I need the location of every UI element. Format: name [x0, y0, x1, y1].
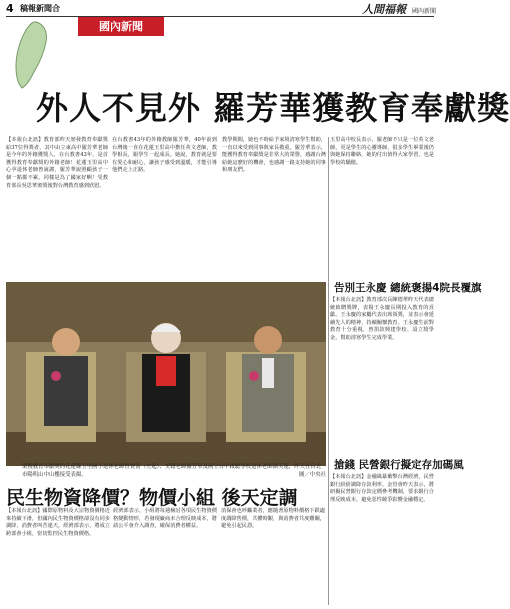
masthead-title: 人間福報: [362, 3, 407, 16]
article-column-1: 【本報台北訊】教育部昨天頒發教育奉獻獎給37位得獎者，其中由立東高中羅芳華老師是今年的外籍獲獎人，在台教書43年，是首獲得教育奉獻獎的外籍老師！花蓮玉里高中心孕退休老師曾說謝，羅芳華說照顧孩子一個一點都不累，同樣是為了國家好啊！受教育部長吳思華頒獎後對台灣教育感到欣慰。: [6, 137, 108, 189]
subheadline-wang: 告別王永慶 總統褒揚4院長覆旗: [334, 282, 482, 294]
masthead: [362, 1, 436, 17]
column-divider: [328, 137, 329, 605]
article-column-3: 教學期間，她也不時給予家境清寒學生幫助，一直以來受到同事與家長敬重。羅芳華表示，能獲得教育奉獻獎是非常大的榮譽，感謝台灣給她這麼好的機會，也感謝一路支持她的同事和朋友們。: [222, 137, 326, 174]
award-photo: [6, 282, 326, 466]
article-prices-col3: 消保會也呼籲業者，應隨著原物料價格下跌適度調降售價，共體時艱，與消費者共度難關，避免引起民怨。: [221, 508, 325, 530]
taiwan-map-icon: [6, 18, 54, 90]
article-prices-col1: 【本報台北訊】國際原物料及大宗物資價格近來持續下滑，但國內民生物資價格卻沒有同步調降，消費者叫苦連天。經濟部表示，將成立跨部會小組，密切監控民生物資價格。: [6, 508, 110, 537]
caption-text: 榮獲教育奉獻獎的花蓮縣玉里國小退休老師曾賣南（左起）、美籍老師羅芳華及國立台中啟聰學校退休老師湖芙蓮，昨天在台北市陽明山中山樓接受表揚。: [22, 464, 322, 478]
page-number: 4: [6, 2, 14, 15]
secondary-headline: 民生物資降價？物價小組 後天定調: [6, 487, 298, 509]
main-headline: 外人不見外 羅芳華獲教育奉獻獎: [36, 89, 510, 127]
subheadline-bank: 搶錢 民營銀行擬定存加碼風: [334, 459, 464, 471]
header-rule: [6, 16, 434, 17]
paper-name: 稿報新聞合: [20, 4, 60, 13]
article-column-4: 玉里高中校長表示，羅老師不只是一位英文老師，更是學生的心靈導師，很多學生畢業後仍與她保持聯絡，她的付出值得大家學習，也是學校的驕傲。: [330, 137, 434, 166]
photo-credit: 圖／中央社: [299, 472, 326, 478]
article-bank: 【本報台北訊】金融風暴衝擊台灣經濟，民營銀行紛紛調降存款利率，金管會昨天表示，將研擬民營銀行存款定價參考機制，要求銀行合理反映成本，避免惡性競爭影響金融穩定。: [330, 474, 434, 503]
article-prices-col2: 經濟部表示，小組將每週檢討各項民生物資價格變動情形，若發現廠商未合理反映成本，將請公平會介入調查，確保消費者權益。: [113, 508, 217, 530]
photo-caption: [22, 463, 326, 479]
article-wang: 【本報台北訊】教育部次長陳德華昨天代表總統致贈獎牌，表揚王永慶長期投入教育的貢獻。王永慶的家屬代表出席領獎，並表示會延續先人的精神，持續關懷教育。王永慶生前對教育十分重視，曾捐款興建學校、設立獎學金，幫助清寒學生完成學業。: [330, 297, 434, 341]
section-label: 國內新聞: [78, 17, 164, 36]
article-column-2: 在台教書43年的外籍教師羅芳華，40年前到台灣後一直在花蓮玉里高中擔任英文老師，教學相長，跟學生一起成長。她說，教育就是要有愛心和耐心，讓孩子感受到溫暖，才能引導他們走上正路。: [112, 137, 217, 174]
masthead-sub: 國內新聞: [411, 8, 436, 15]
